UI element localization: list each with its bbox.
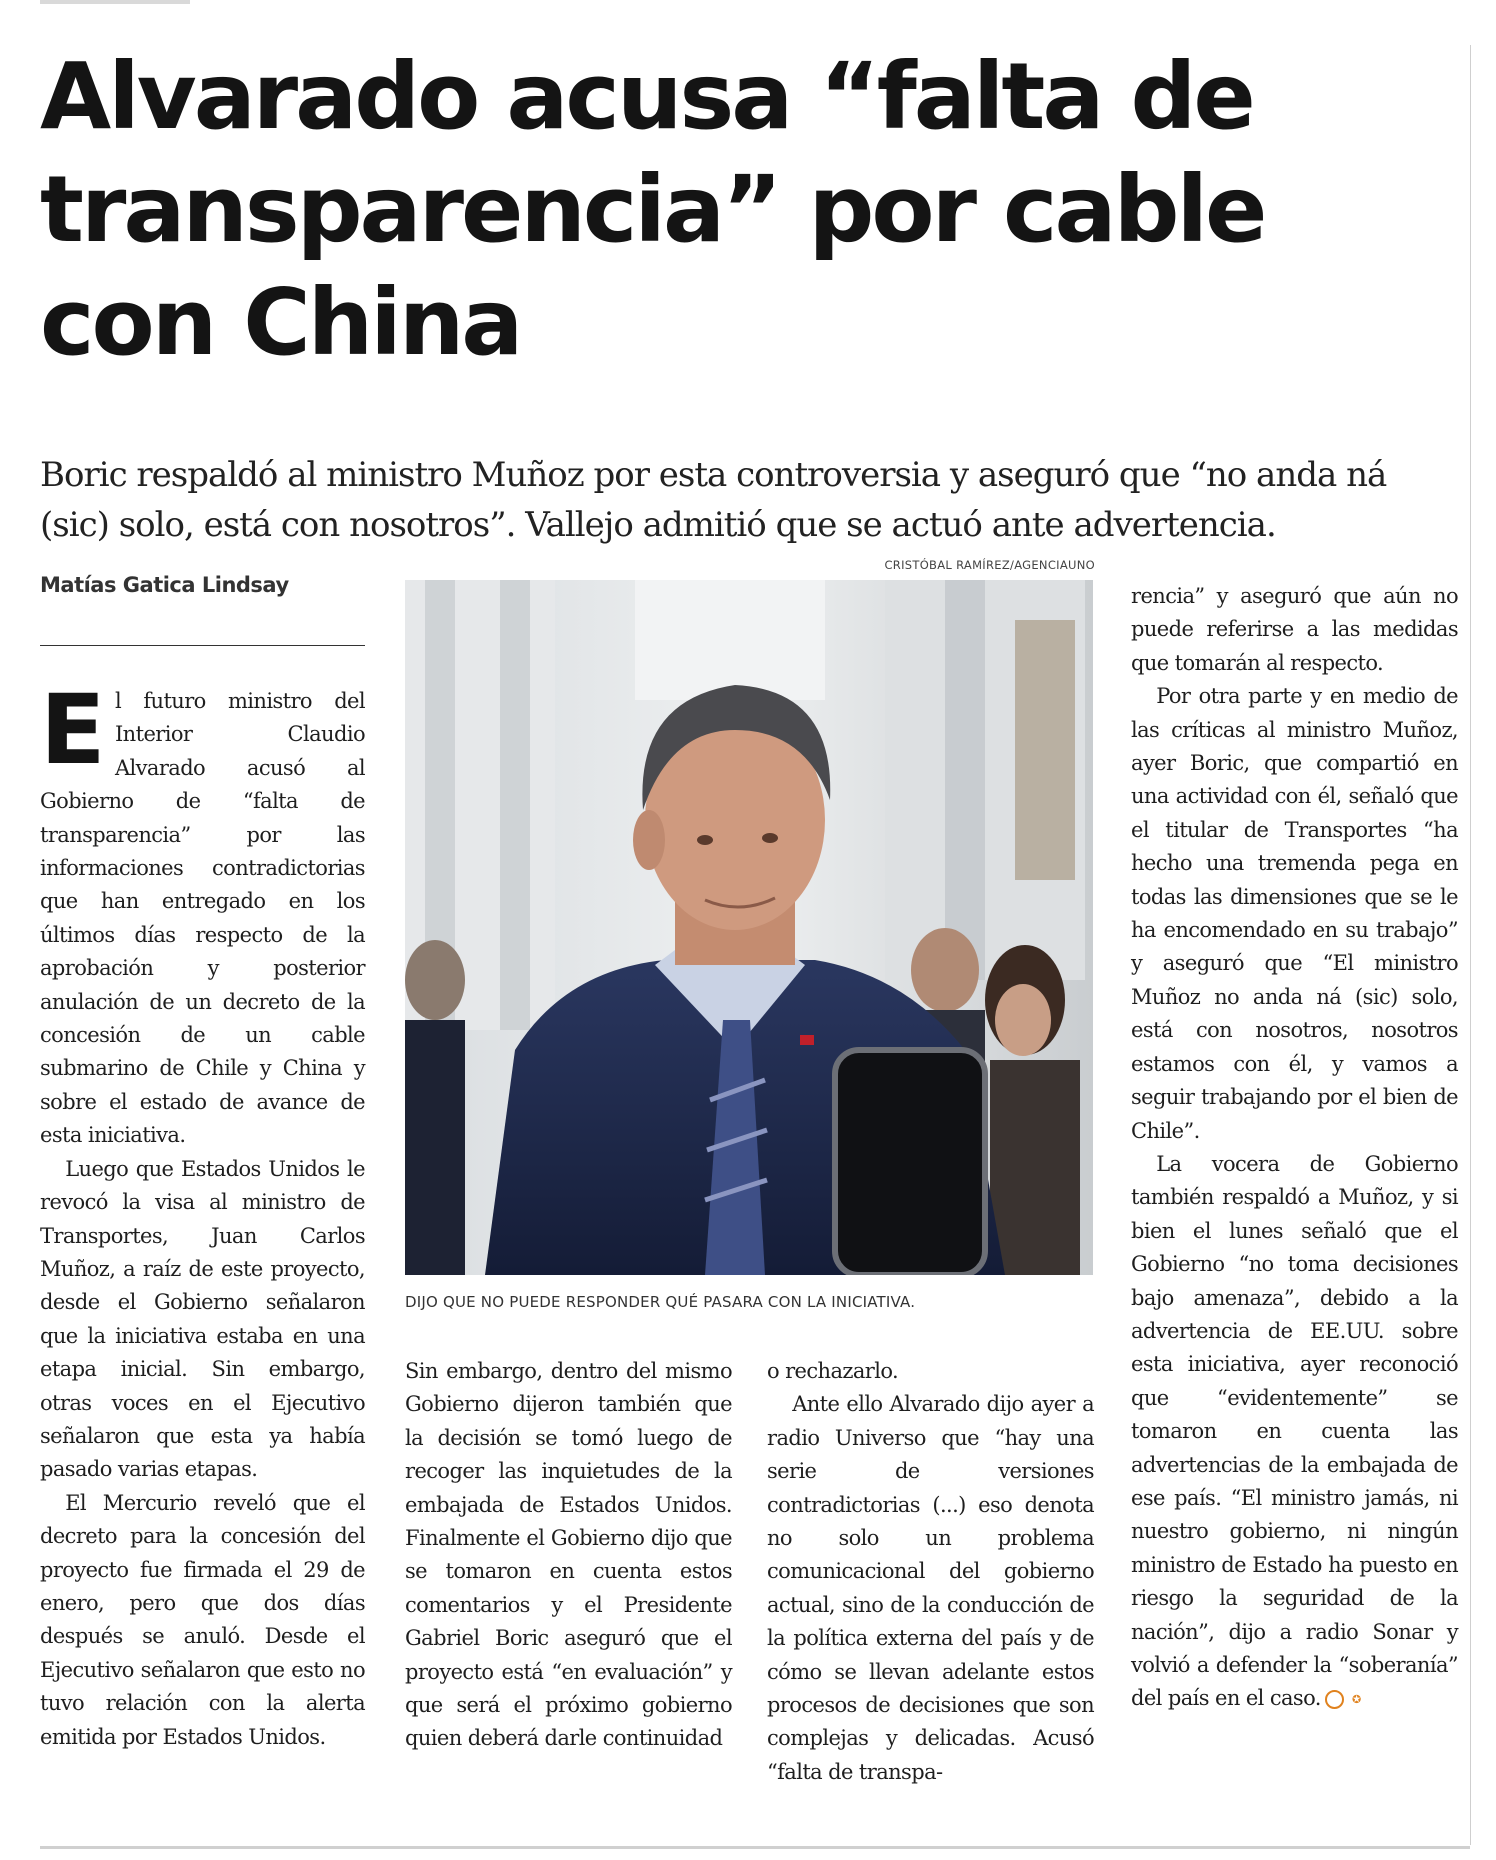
headline: Alvarado acusa “falta de transparencia” por cable con China [40, 43, 1265, 376]
paragraph: Por otra parte y en medio de las críticas al ministro Muñoz, ayer Boric, que compartió en una actividad con él, señaló que el titular de Transportes “ha hecho una tremenda pega en todas las dimensiones que se le ha encomendado en su trabajo” y aseguró que “El ministro Muñoz no anda ná (sic) solo, está con nosotros, nosotros estamos con él, y vamos a seguir trabajando por el bien de Chile”. [1131, 684, 1458, 1143]
column-divider-right [1470, 45, 1471, 1845]
byline: Matías Gatica Lindsay [40, 573, 289, 597]
byline-rule [40, 645, 365, 646]
bottom-rule [40, 1846, 1470, 1849]
paragraph: l futuro ministro del Interior Claudio Alvarado acusó al Gobierno de “falta de transparencia” por las informaciones contradictorias que han entregado en los últimos días respecto de la aprobación y posterior anulación de un decreto de la concesión de un cable submarino de Chile y China y sobre el estado de avance de esta iniciativa. [40, 689, 365, 1148]
paragraph: Ante ello Alvarado dijo ayer a radio Universo que “hay una serie de versiones contradictorias (...) eso denota no solo un problema comunicacional del gobierno actual, sino de la conducción de la política externa del país y de cómo se llevan adelante estos procesos de decisiones que son complejas y delicadas. Acusó “falta de transpa- [767, 1392, 1094, 1784]
paragraph: o rechazarlo. [767, 1359, 899, 1383]
deck-subheadline: Boric respaldó al ministro Muñoz por esta controversia y aseguró que “no anda ná (sic) solo, está con nosotros”. Vallejo admitió que se actuó ante advertencia. [40, 455, 1387, 545]
column-2 [405, 1355, 732, 1756]
paragraph: Sin embargo, dentro del mismo Gobierno dijeron también que la decisión se tomó luego de recoger las inquietudes de la embajada de Estados Unidos. Finalmente el Gobierno dijo que se tomaron en cuenta estos comentarios y el Presidente Gabriel Boric aseguró que el proyecto está “en evaluación” y que será el próximo gobierno quien deberá darle continuidad [405, 1359, 732, 1751]
drop-cap: E [40, 674, 105, 786]
paragraph: El Mercurio reveló que el decreto para la concesión del proyecto fue firmada el 29 de enero, pero que dos días después se anuló. Desde el Ejecutivo señalaron que esto no tuvo relación con la alerta emitida por Estados Unidos. [40, 1490, 365, 1749]
paragraph: Luego que Estados Unidos le revocó la visa al ministro de Transportes, Juan Carlos Muñoz, a raíz de este proyecto, desde el Gobierno señalaron que la iniciativa estaba en una etapa inicial. Sin embargo, otras voces en el Ejecutivo señalaron que esta ya había pasado varias etapas. [40, 1156, 365, 1482]
paragraph-text: La vocera de Gobierno también respaldó a Muñoz, y si bien el lunes señaló que el Gobierno “no toma decisiones bajo amenaza”, debido a la advertencia de EE.UU. sobre esta iniciativa, ayer reconoció que “evidentemente” se tomaron en cuenta las advertencias de la embajada de ese país. “El ministro jamás, ni nuestro gobierno, ni ningún ministro de Estado ha puesto en riesgo la seguridad de la nación”, dijo a radio Sonar y volvió a defender la “soberanía” del país en el caso. [1131, 1151, 1458, 1711]
end-mark-icon: ✪ [1325, 1690, 1344, 1709]
column-4 [1131, 580, 1458, 1716]
top-rule [40, 0, 190, 4]
column-1 [40, 674, 365, 1754]
paragraph [1131, 1148, 1458, 1716]
paragraph: rencia” y aseguró que aún no puede referirse a las medidas que tomarán al respecto. [1131, 584, 1458, 675]
photo-caption: DIJO QUE NO PUEDE RESPONDER QUÉ PASARA CON LA INICIATIVA. [405, 1293, 916, 1311]
column-3 [767, 1355, 1094, 1789]
article-photo [405, 580, 1093, 1275]
photo-credit: CRISTÓBAL RAMÍREZ/AGENCIAUNO [884, 558, 1095, 572]
